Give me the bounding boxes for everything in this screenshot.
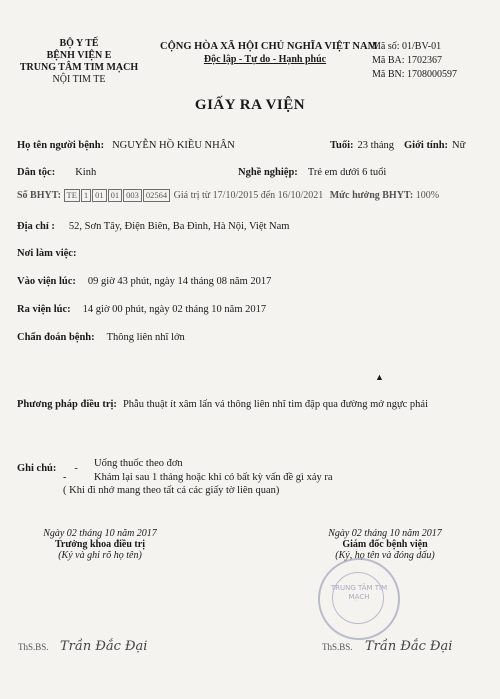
note-item: Khám lại sau 1 tháng hoặc khi có bất kỳ vấn đề gì xảy ra <box>94 472 333 483</box>
insurance-rate: 100% <box>415 190 440 201</box>
discharge-value: 14 giờ 00 phút, ngày 02 tháng 10 năm 2017 <box>82 304 267 315</box>
job-row <box>238 162 386 180</box>
note-dash: - <box>63 472 67 483</box>
sign-hint: (Ký, họ tên và đóng dấu) <box>335 550 435 561</box>
hospital-name: BỆNH VIỆN E <box>46 50 112 61</box>
patient-name: NGUYỄN HỒ KIỀU NHÂN <box>112 140 235 151</box>
ethnic-row <box>17 162 96 180</box>
patient-name-row <box>17 135 235 153</box>
age-sex-row <box>330 135 465 153</box>
sign-prefix: ThS.BS. <box>18 642 49 652</box>
admission-label: Vào viện lúc: <box>17 276 76 287</box>
sign-prefix: ThS.BS. <box>322 642 353 652</box>
department-name: NỘI TIM TE <box>52 74 106 85</box>
address-row <box>17 216 289 234</box>
sign-role: Trưởng khoa điều trị <box>55 539 145 550</box>
stray-mark-icon: ▲ <box>375 372 384 382</box>
insurance-box: 01 <box>108 189 123 202</box>
address-value: 52, Sơn Tây, Điện Biên, Ba Đình, Hà Nội, Việt Nam <box>68 221 290 232</box>
insurance-label: Số BHYT: <box>17 190 61 201</box>
diagnosis-row <box>17 327 185 345</box>
age-value: 23 tháng <box>357 140 394 151</box>
national-header <box>160 40 378 66</box>
ethnic-label: Dân tộc: <box>17 167 56 178</box>
treatment-value: Phẫu thuật ít xâm lấn vá thông liên nhĩ tim đập qua đường mở ngực phải <box>122 399 429 410</box>
form-code: Mã số: 01/BV-01 <box>372 41 442 52</box>
national-motto: Độc lập - Tự do - Hạnh phúc <box>203 54 327 65</box>
insurance-rate-label: Mức hưởng BHYT: <box>329 190 414 201</box>
workplace-label: Nơi làm việc: <box>17 248 77 259</box>
ministry-name: BỘ Y TẾ <box>59 38 99 49</box>
notes-dash: - <box>74 463 78 474</box>
age-label: Tuổi: <box>330 140 354 151</box>
sign-date: Ngày 02 tháng 10 năm 2017 <box>43 528 157 539</box>
insurance-box: 003 <box>123 189 142 202</box>
treatment-row <box>17 394 428 412</box>
insurance-row <box>17 189 439 202</box>
note-item: Uống thuốc theo đơn <box>94 458 183 469</box>
national-title: CỘNG HÒA XÃ HỘI CHỦ NGHĨA VIỆT NAM <box>160 41 378 52</box>
discharge-row <box>17 299 266 317</box>
notes-label: Ghi chú: <box>17 463 57 474</box>
sex-label: Giới tính: <box>404 140 449 151</box>
hospital-header <box>6 38 152 86</box>
insurance-box: 01 <box>92 189 107 202</box>
workplace-row <box>17 243 76 261</box>
sign-hint: (Ký và ghi rõ họ tên) <box>58 550 142 561</box>
document-title: GIẤY RA VIỆN <box>194 97 306 113</box>
notes-label-wrap <box>17 458 78 476</box>
insurance-box: TE <box>64 189 80 202</box>
sign-name: Trần Đắc Đại <box>365 639 453 654</box>
sign-date: Ngày 02 tháng 10 năm 2017 <box>328 528 442 539</box>
job-label: Nghề nghiệp: <box>238 167 298 178</box>
insurance-box: 02564 <box>143 189 170 202</box>
sign-name: Trần Đắc Đại <box>60 639 148 654</box>
stamp-text: TRUNG TÂM TIM MẠCH <box>330 584 388 601</box>
signature-left <box>20 528 180 561</box>
sex-value: Nữ <box>452 140 466 151</box>
signature-right <box>305 528 465 561</box>
sign-role: Giám đốc bệnh viện <box>342 539 428 550</box>
address-label: Địa chỉ : <box>17 221 55 232</box>
patient-code: Mã BN: 1708000597 <box>372 69 457 80</box>
record-codes <box>372 40 457 82</box>
hospital-stamp <box>318 558 400 640</box>
ethnic-value: Kinh <box>75 167 97 178</box>
note-footnote: ( Khi đi nhớ mang theo tất cả các giấy tờ liên quan) <box>63 485 280 496</box>
center-name: TRUNG TÂM TIM MẠCH <box>19 62 139 73</box>
diagnosis-value: Thông liên nhĩ lớn <box>106 332 185 343</box>
insurance-validity: Giá trị từ 17/10/2015 đến 16/10/2021 <box>173 190 324 201</box>
admission-row <box>17 271 271 289</box>
discharge-label: Ra viện lúc: <box>17 304 71 315</box>
treatment-label: Phương pháp điều trị: <box>17 399 117 410</box>
insurance-box: 1 <box>81 189 91 202</box>
medical-record-code: Mã BA: 1702367 <box>372 55 442 66</box>
patient-name-label: Họ tên người bệnh: <box>17 140 105 151</box>
diagnosis-label: Chẩn đoán bệnh: <box>17 332 95 343</box>
job-value: Trẻ em dưới 6 tuổi <box>307 167 387 178</box>
admission-value: 09 giờ 43 phút, ngày 14 tháng 08 năm 2017 <box>87 276 272 287</box>
